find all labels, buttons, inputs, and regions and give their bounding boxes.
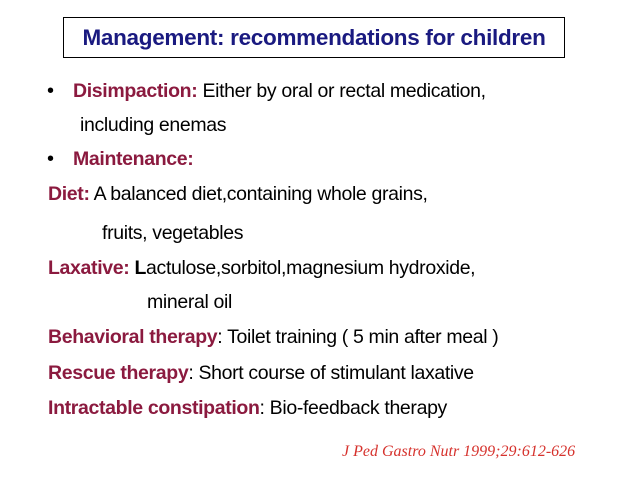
title-box [63, 17, 565, 58]
laxative-text: actulose,sorbitol,magnesium hydroxide, [146, 257, 476, 279]
laxative-continuation: mineral oil [147, 291, 233, 313]
disimpaction-label: Disimpaction: [73, 80, 198, 102]
bullet-disimpaction: • [47, 80, 55, 102]
rescue-text: : Short course of stimulant laxative [188, 362, 474, 384]
bullet-maintenance: • [47, 148, 55, 170]
rescue-line [48, 362, 474, 385]
maintenance-label: Maintenance: [73, 148, 194, 170]
disimpaction-line [73, 80, 486, 103]
laxative-initial: L [134, 257, 147, 279]
diet-label: Diet: [48, 183, 90, 205]
laxative-label: Laxative: [48, 257, 130, 279]
behavioral-label: Behavioral therapy [48, 326, 218, 348]
citation: J Ped Gastro Nutr 1999;29:612-626 [342, 443, 576, 460]
intractable-text: : Bio-feedback therapy [259, 397, 447, 419]
diet-continuation: fruits, vegetables [102, 222, 244, 244]
diet-text: A balanced diet,containing whole grains, [89, 183, 428, 205]
intractable-line [48, 397, 447, 420]
behavioral-line [48, 326, 498, 349]
disimpaction-text: Either by oral or rectal medication, [197, 80, 486, 102]
intractable-label: Intractable constipation [48, 397, 260, 419]
rescue-label: Rescue therapy [48, 362, 189, 384]
diet-line [48, 183, 428, 206]
slide-title: Management: recommendations for children [82, 24, 546, 50]
disimpaction-continuation: including enemas [80, 114, 227, 136]
laxative-line [48, 257, 475, 280]
behavioral-text: : Toilet training ( 5 min after meal ) [217, 326, 499, 348]
maintenance-line [73, 148, 193, 171]
